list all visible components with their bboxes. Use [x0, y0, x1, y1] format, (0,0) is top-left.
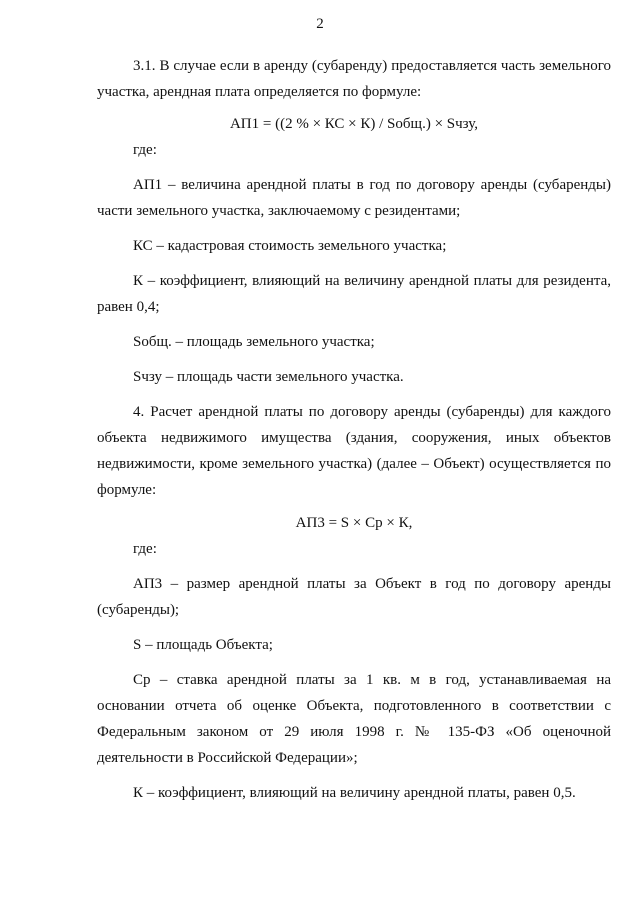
where-label: где: — [133, 541, 157, 557]
paragraph: Sчзу – площадь части земельного участка. — [133, 369, 404, 385]
page-number: 2 — [316, 16, 324, 32]
paragraph: 4. Расчет арендной платы по договору аренды (субаренды) для каждого объекта недвижимого имущества (здания, сооружения, иных объектов недвижимости, кроме земельного участка) (далее – Объект) осуществляется по формуле: — [97, 404, 611, 498]
paragraph: S – площадь Объекта; — [133, 637, 273, 653]
paragraph: Ср – ставка арендной платы за 1 кв. м в год, устанавливаемая на основании отчета об оценке Объекта, подготовленного в соответствии с Федеральным законом от 29 июля 1998 г. № 135-ФЗ «Об оценочной деятельности в Российской Федерации»; — [97, 672, 611, 766]
paragraph: К – коэффициент, влияющий на величину арендной платы для резидента, равен 0,4; — [97, 273, 611, 315]
paragraph: КС – кадастровая стоимость земельного участка; — [133, 238, 447, 254]
paragraph: Sобщ. – площадь земельного участка; — [133, 334, 375, 350]
formula: АП1 = ((2 % × КС × К) / Sобщ.) × Sчзу, — [229, 116, 479, 132]
where-label: где: — [133, 142, 157, 158]
paragraph: АП1 – величина арендной платы в год по договору аренды (субаренды) части земельного участка, заключаемому с резидентами; — [97, 177, 611, 219]
paragraph: К – коэффициент, влияющий на величину арендной платы, равен 0,5. — [133, 785, 576, 801]
formula: АП3 = S × Ср × К, — [295, 515, 413, 531]
paragraph: 3.1. В случае если в аренду (субаренду) предоставляется часть земельного участка, арендная плата определяется по формуле: — [97, 58, 611, 100]
paragraph: АП3 – размер арендной платы за Объект в год по договору аренды (субаренды); — [97, 576, 611, 618]
document-body — [97, 53, 611, 806]
